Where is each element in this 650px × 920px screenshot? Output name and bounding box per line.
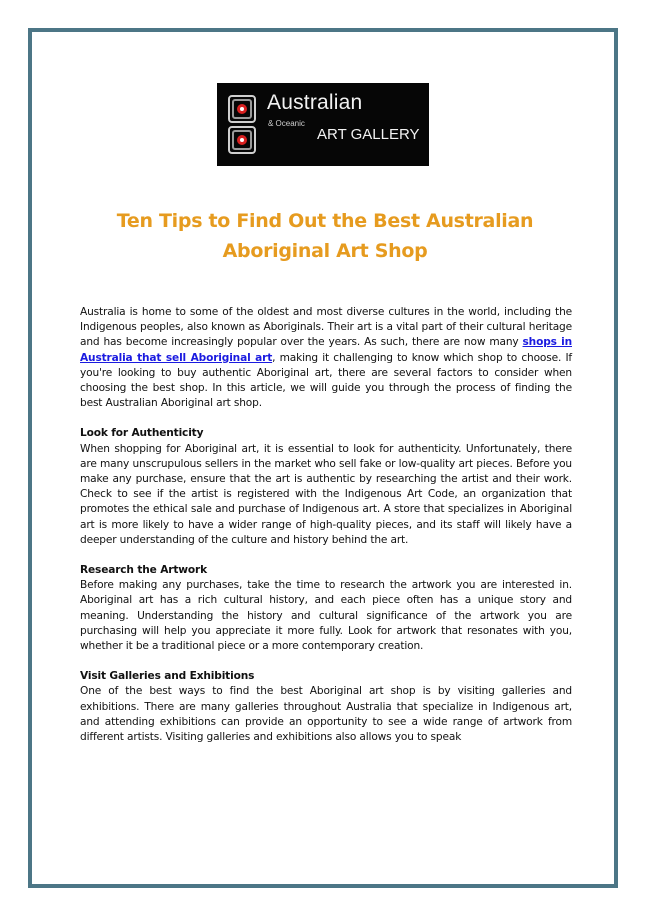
title-line-2: Aboriginal Art Shop xyxy=(222,240,428,262)
section-heading: Look for Authenticity xyxy=(80,427,204,440)
intro-text-before-link: Australia is home to some of the oldest and most diverse cultures in the world, including the Indigenous peoples, also known as Aboriginals. Their art is a vital part of their cultural heritage and has become increasingly popular over the years. As such, there are now many xyxy=(80,306,572,349)
shops-link[interactable]: shops in Australia that sell Aboriginal art xyxy=(80,336,572,364)
intro-text-after-link: , making it challenging to know which shop to choose. If you're looking to buy authentic Aboriginal art, there are several factors to consider when choosing the best shop. In this article, we will guide you through the process of finding the best Australian Aboriginal art shop. xyxy=(80,351,572,410)
section-body: When shopping for Aboriginal art, it is essential to look for authenticity. Unfortunately, there are many unscrupulous sellers in the market who sell fake or low-quality art pieces. Before you make any purchase, ensure that the art is authentic by researching the artist and their work. Check to see if the artist is registered with the Indigenous Art Code, an organization that promotes the ethical sale and purchase of Indigenous art. A store that specializes in Aboriginal art is more likely to have a wider range of high-quality pieces, and its staff will likely have a deeper understanding of the culture and history behind the art. xyxy=(80,442,572,546)
section-research xyxy=(80,563,572,654)
section-authenticity xyxy=(80,426,572,548)
logo-text-art-gallery: ART GALLERY xyxy=(317,126,420,143)
section-galleries xyxy=(80,669,572,745)
page-title xyxy=(80,206,570,266)
intro-paragraph xyxy=(80,305,572,411)
article-body xyxy=(80,305,572,760)
section-body: One of the best ways to find the best Aboriginal art shop is by visiting galleries and exhibitions. There are many galleries throughout Australia that specialize in Indigenous art, and attending exhibitions can provide an opportunity to see a wide range of artwork from different artists. Visiting galleries and exhibitions also allows you to speak xyxy=(80,685,572,744)
section-heading: Visit Galleries and Exhibitions xyxy=(80,670,255,683)
title-line-1: Ten Tips to Find Out the Best Australian xyxy=(116,210,534,232)
logo-text-oceanic: & Oceanic xyxy=(268,119,305,128)
logo-text-australian: Australian xyxy=(267,91,363,114)
section-body: Before making any purchases, take the time to research the artwork you are interested in. Aboriginal art has a rich cultural history, and each piece often has a unique story and meaning. Understanding the history and cultural significance of the artwork you are purchasing will help you appreciate it more fully. Look for artwork that resonates with you, whether it be a traditional piece or a more contemporary creation. xyxy=(80,579,572,653)
section-heading: Research the Artwork xyxy=(80,564,208,577)
gallery-logo xyxy=(217,83,429,166)
